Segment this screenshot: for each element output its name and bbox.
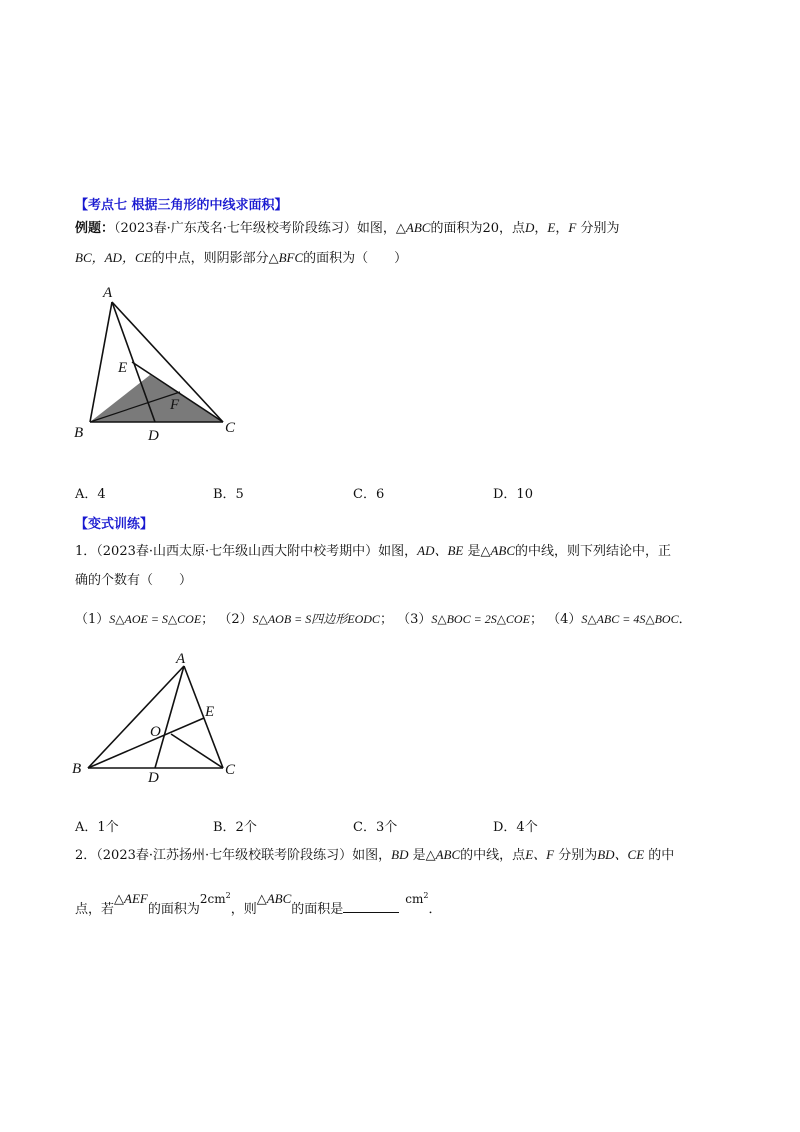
q1-conclusions xyxy=(75,610,692,629)
text: 的中线，点 xyxy=(460,848,526,863)
c4-num: （4） xyxy=(547,612,582,627)
text: ，则 xyxy=(230,902,257,917)
triangle-abc: △ABC xyxy=(425,847,461,862)
label-c: C xyxy=(225,420,236,436)
superscript: 2 xyxy=(225,891,231,900)
text: ； xyxy=(201,612,215,627)
triangle-abc: △ABC xyxy=(480,543,516,558)
conclusion-4: S△ABC = 4S△BOC xyxy=(581,612,679,626)
q1-option-a[interactable]: A．1个 xyxy=(75,820,119,835)
example-source: （2023春·广东茂名·七年级校考阶段练习）如图， xyxy=(114,221,396,236)
q1-line-1 xyxy=(75,542,671,561)
point-e: E xyxy=(547,220,556,235)
label-e: E xyxy=(118,360,128,376)
example-option-a[interactable]: A．4 xyxy=(75,487,106,502)
medians: AD、BE xyxy=(417,543,464,558)
c3-num: （3） xyxy=(397,612,432,627)
example-triangle-figure xyxy=(70,280,250,445)
q2-line-1 xyxy=(75,846,674,865)
superscript: 2 xyxy=(423,891,429,900)
example-line-2 xyxy=(75,249,407,268)
text: 的面积为（ ） xyxy=(303,251,408,266)
conclusion-1: S△AOE = S△COE xyxy=(109,612,202,626)
text: 的中线，则下列结论中，正 xyxy=(515,544,672,559)
text: ． xyxy=(678,612,692,627)
segments-bd-ce: BD、CE xyxy=(597,847,645,862)
triangle-aef: △AEF xyxy=(114,891,148,906)
label-e: E xyxy=(205,704,215,720)
label-f: F xyxy=(170,397,180,413)
text: 是 xyxy=(408,848,426,863)
point-d: D xyxy=(524,220,535,235)
answer-blank[interactable] xyxy=(343,900,399,913)
q1-line-2: 确的个数有（ ） xyxy=(75,573,193,588)
c2-num: （2） xyxy=(218,612,253,627)
text: 的中点，则阴影部分 xyxy=(151,251,269,266)
text: 的面积是 xyxy=(291,902,344,917)
text: 分别为 xyxy=(576,221,620,236)
label-b: B xyxy=(72,761,82,777)
text: ， xyxy=(555,221,569,236)
q1-source: 1．（2023春·山西太原·七年级山西大附中校考期中）如图， xyxy=(75,544,418,559)
conclusion-2: S△AOB = S四边形EODC xyxy=(252,612,380,626)
median-bd: BD xyxy=(391,847,409,862)
label-a: A xyxy=(103,285,113,301)
points-ef: E、F xyxy=(525,847,555,862)
text: 点，若 xyxy=(75,902,115,917)
triangle-abc: △ABC xyxy=(256,891,292,906)
label-o: O xyxy=(150,724,161,740)
q1-option-b[interactable]: B．2个 xyxy=(213,820,257,835)
text: ； xyxy=(379,612,393,627)
text: 的面积为20，点 xyxy=(430,221,525,236)
segments: BC，AD，CE xyxy=(75,250,152,265)
triangle-abc: △ABC xyxy=(395,220,431,235)
example-line-1 xyxy=(75,219,619,238)
example-option-d[interactable]: D．10 xyxy=(493,487,533,502)
c1-num: （1） xyxy=(75,612,110,627)
q2-line-2 xyxy=(75,891,442,919)
example-option-c[interactable]: C．6 xyxy=(353,487,385,502)
area-value: 2cm xyxy=(199,892,226,906)
example-option-b[interactable]: B．5 xyxy=(213,487,244,502)
text: ， xyxy=(534,221,548,236)
q1-triangle-figure xyxy=(68,648,253,788)
text: 的面积为 xyxy=(147,902,200,917)
conclusion-3: S△BOC = 2S△COE xyxy=(431,612,530,626)
text: 是 xyxy=(463,544,481,559)
point-f: F xyxy=(568,220,577,235)
text: ； xyxy=(529,612,543,627)
label-c: C xyxy=(225,762,236,778)
text: ． xyxy=(428,902,442,917)
label-b: B xyxy=(74,425,84,441)
label-d: D xyxy=(148,428,159,444)
label-a: A xyxy=(176,651,186,667)
section-heading: 【考点七 根据三角形的中线求面积】 xyxy=(75,198,288,213)
q1-option-d[interactable]: D．4个 xyxy=(493,820,538,835)
label-d: D xyxy=(148,770,159,786)
text: 的中 xyxy=(644,848,675,863)
q2-source: 2．（2023春·江苏扬州·七年级校联考阶段练习）如图， xyxy=(75,848,392,863)
unit: cm xyxy=(405,892,424,906)
text: 分别为 xyxy=(554,848,598,863)
practice-heading: 【变式训练】 xyxy=(75,517,154,532)
example-label: 例题： xyxy=(75,221,115,236)
triangle-bfc: △BFC xyxy=(268,250,304,265)
q1-option-c[interactable]: C．3个 xyxy=(353,820,398,835)
